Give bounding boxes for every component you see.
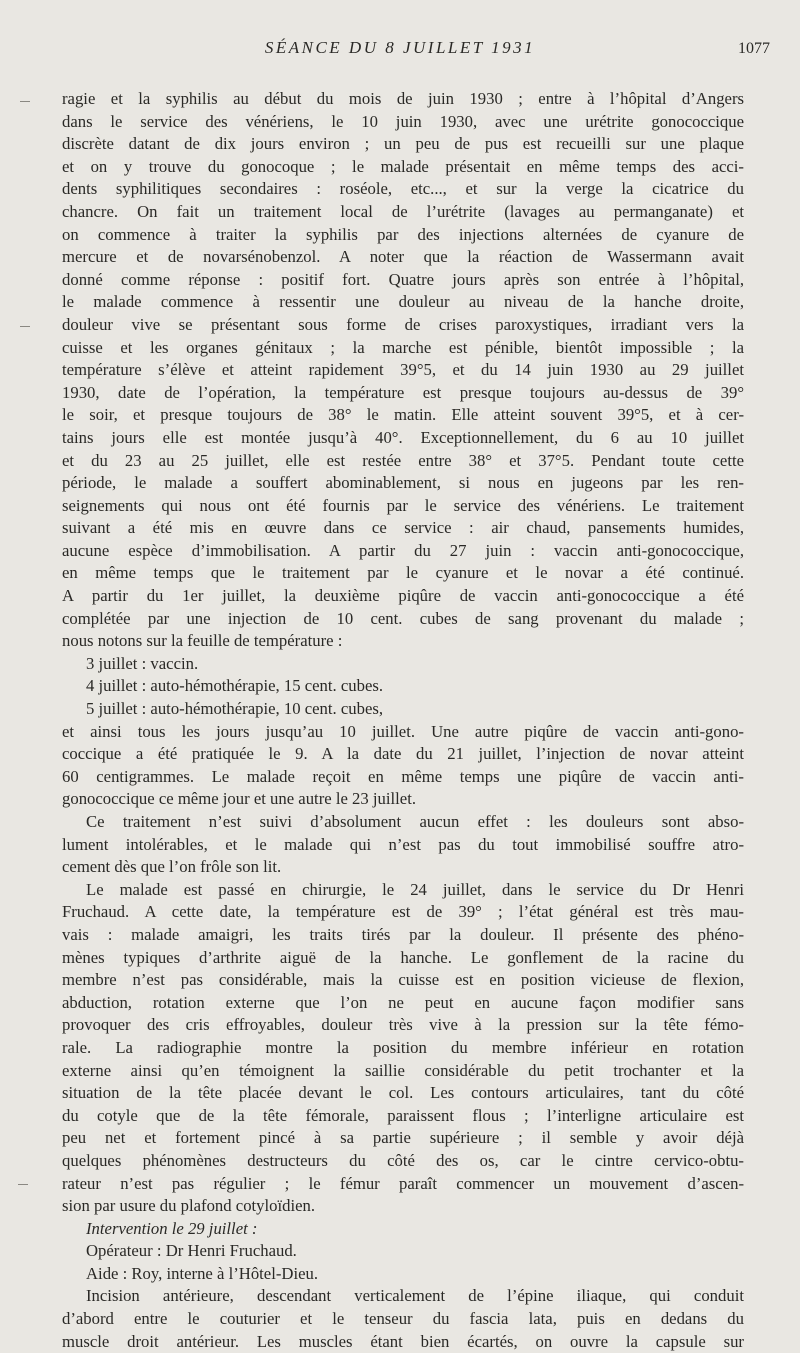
- text-line: vais : malade amaigri, les traits tirés par la douleur. Il présente des phéno-: [62, 924, 744, 944]
- text-line: et du 23 au 25 juillet, elle est restée entre 38° et 37°5. Pendant toute cette: [62, 450, 744, 470]
- text-line: Fruchaud. A cette date, la température est de 39° ; l’état général est très mau-: [62, 902, 744, 922]
- text-line: Opérateur : Dr Henri Fruchaud.: [86, 1241, 297, 1261]
- text-line: sion par usure du plafond cotyloïdien.: [62, 1196, 316, 1216]
- text-line: rale. La radiographie montre la position du membre inférieur en rotation: [62, 1037, 744, 1057]
- text-line: du cotyle que de la tête fémorale, paraissent flous ; l’interligne articulaire est: [62, 1105, 744, 1125]
- text-line: 60 centigrammes. Le malade reçoit en même temps une piqûre de vaccin anti-: [62, 766, 744, 786]
- list-item: 3 juillet : vaccin.: [86, 653, 199, 673]
- text-line: [62, 1218, 744, 1241]
- text-line: dents syphilitiques secondaires : roséole, etc..., et sur la verge la cicatrice du: [62, 179, 744, 199]
- text-line: Incision antérieure, descendant verticalement de l’épine iliaque, qui conduit: [86, 1286, 744, 1306]
- text-line: le malade commence à ressentir une douleur au niveau de la hanche droite,: [62, 292, 744, 312]
- page-header: [0, 38, 800, 68]
- text-line: d’abord entre le couturier et le tenseur du fascia lata, puis en dedans du: [62, 1309, 744, 1329]
- text-line: suivant a été mis en œuvre dans ce service : air chaud, pansements humides,: [62, 518, 744, 538]
- running-head: SÉANCE DU 8 JUILLET 1931: [264, 38, 536, 57]
- text-line: température s’élève et atteint rapidement 39°5, et du 14 juin 1930 au 29 juillet: [62, 360, 744, 380]
- margin-mark: [20, 101, 30, 102]
- body-text: [62, 88, 744, 1353]
- text-line: muscle droit antérieur. Les muscles étant bien écartés, on ouvre la capsule sur: [62, 1331, 744, 1351]
- margin-mark: [18, 1184, 28, 1185]
- text-line: mènes typiques d’arthrite aiguë de la hanche. Le gonflement de la racine du: [62, 947, 744, 967]
- text-line: 1930, date de l’opération, la température est presque toujours au-dessus de 39°: [62, 382, 744, 402]
- text-line: dans le service des vénériens, le 10 juin 1930, avec une urétrite gonococcique: [62, 111, 744, 131]
- text-line: et ainsi tous les jours jusqu’au 10 juillet. Une autre piqûre de vaccin anti-gono-: [62, 721, 744, 741]
- text-line: A partir du 1er juillet, la deuxième piqûre de vaccin anti-gonococcique a été: [62, 586, 744, 606]
- margin-mark: [20, 326, 30, 327]
- text-line: complétée par une injection de 10 cent. cubes de sang provenant du malade ;: [62, 608, 744, 628]
- text-line: rateur n’est pas régulier ; le fémur paraît commencer un mouvement d’ascen-: [62, 1173, 744, 1193]
- text-line: lument intolérables, et le malade qui n’est pas du tout immobilisé souffre atro-: [62, 834, 744, 854]
- text-line: Aide : Roy, interne à l’Hôtel-Dieu.: [86, 1263, 319, 1283]
- text-line: peu net et fortement pincé à sa partie supérieure ; il semble y avoir déjà: [62, 1128, 744, 1148]
- text-line: et on y trouve du gonocoque ; le malade présentait en même temps des acci-: [62, 156, 744, 176]
- text-line: donné comme réponse : positif fort. Quatre jours après son entrée à l’hôpital,: [62, 269, 744, 289]
- text-line: douleur vive se présentant sous forme de crises paroxystiques, irradiant vers la: [62, 314, 744, 334]
- text-line: nous notons sur la feuille de température :: [62, 631, 343, 651]
- text-line: aucune espèce d’immobilisation. A partir du 27 juin : vaccin anti-gonococcique,: [62, 540, 744, 560]
- text-line: externe ainsi qu’en témoignent la saillie considérable du petit trochanter et la: [62, 1060, 744, 1080]
- text-line: on commence à traiter la syphilis par des injections alternées de cyanure de: [62, 224, 744, 244]
- text-line: abduction, rotation externe que l’on ne peut en aucune façon modifier sans: [62, 992, 744, 1012]
- text-line: provoquer des cris effroyables, douleur très vive à la pression sur la tête fémo-: [62, 1015, 744, 1035]
- text-line: tains jours elle est montée jusqu’à 40°. Exceptionnellement, du 6 au 10 juillet: [62, 427, 744, 447]
- text-line: chancre. On fait un traitement local de l’urétrite (lavages au permanganate) et: [62, 201, 744, 221]
- text-line: période, le malade a souffert abominablement, si nous en jugeons par les ren-: [62, 473, 744, 493]
- text-line: ragie et la syphilis au début du mois de juin 1930 ; entre à l’hôpital d’Angers: [62, 89, 744, 108]
- page-number: 1077: [738, 40, 770, 57]
- text-line: mercure et de novarsénobenzol. A noter que la réaction de Wassermann avait: [62, 247, 744, 267]
- text-line: cuisse et les organes génitaux ; la marche est pénible, bientôt impossible ; la: [62, 337, 744, 357]
- text-line: le soir, et presque toujours de 38° le matin. Elle atteint souvent 39°5, et à cer-: [62, 405, 744, 425]
- list-item: 4 juillet : auto-hémothérapie, 15 cent. cubes.: [86, 676, 384, 696]
- text-line: seignements qui nous ont été fournis par le service des vénériens. Le traitement: [62, 495, 744, 515]
- text-line: quelques phénomènes destructeurs du côté des os, car le cintre cervico-obtu-: [62, 1150, 744, 1170]
- list-item: 5 juillet : auto-hémothérapie, 10 cent. cubes,: [86, 699, 384, 719]
- text-line: discrète datant de dix jours environ ; un peu de pus est recueilli sur une plaque: [62, 134, 744, 154]
- text-line: gonococcique ce même jour et une autre le 23 juillet.: [62, 789, 417, 809]
- text-line: Ce traitement n’est suivi d’absolument aucun effet : les douleurs sont abso-: [86, 812, 744, 831]
- text-line: membre n’est pas considérable, mais la cuisse est en position vicieuse de flexion,: [62, 970, 744, 990]
- text-line: en même temps que le traitement par le cyanure et le novar a été continué.: [62, 563, 744, 583]
- text-line: cement dès que l’on frôle son lit.: [62, 857, 282, 877]
- intervention-heading: Intervention le 29 juillet :: [86, 1218, 258, 1238]
- text-line: situation de la tête placée devant le col. Les contours articulaires, tant du côté: [62, 1083, 744, 1103]
- text-line: Le malade est passé en chirurgie, le 24 juillet, dans le service du Dr Henri: [86, 879, 744, 899]
- text-line: coccique a été pratiquée le 9. A la date du 21 juillet, l’injection de novar atteint: [62, 744, 744, 764]
